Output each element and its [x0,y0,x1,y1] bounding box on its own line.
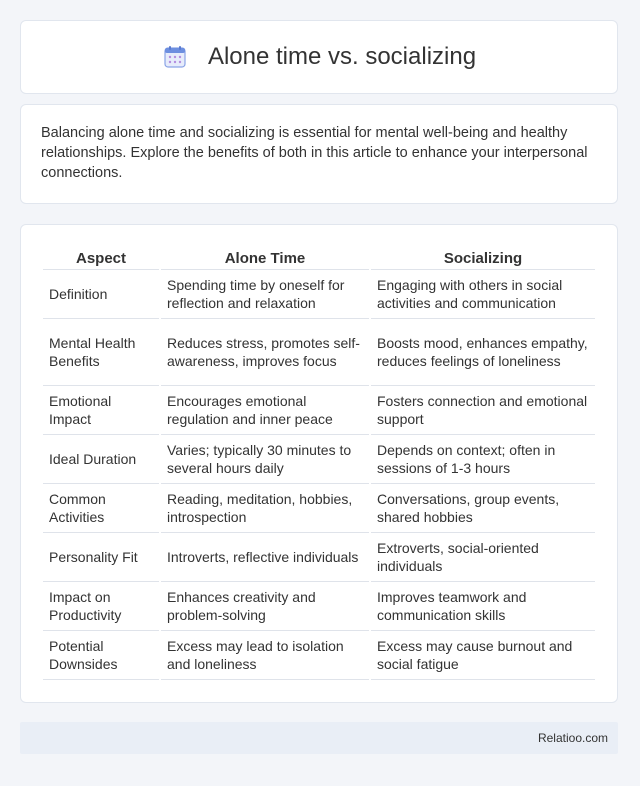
alone-time-cell: Reading, meditation, hobbies, introspection [161,484,369,533]
page-title: Alone time vs. socializing [207,43,477,70]
comparison-table [41,243,597,680]
socializing-cell: Engaging with others in social activities and communication [371,270,595,319]
table-row [43,435,595,484]
aspect-cell: Personality Fit [43,533,159,582]
alone-time-cell: Encourages emotional regulation and inner peace [161,386,369,435]
intro-card [20,104,618,204]
column-header-socializing: Socializing [371,243,595,270]
table-row [43,386,595,435]
aspect-cell: Potential Downsides [43,631,159,680]
table-row [43,631,595,680]
table-row [43,582,595,631]
aspect-cell: Common Activities [43,484,159,533]
table-row [43,270,595,319]
socializing-cell: Conversations, group events, shared hobbies [371,484,595,533]
table-row [43,319,595,386]
table-header-row [43,243,595,270]
footer-site-name: Relatioo.com [537,731,608,745]
alone-time-cell: Enhances creativity and problem-solving [161,582,369,631]
table-row [43,533,595,582]
socializing-cell: Boosts mood, enhances empathy, reduces feelings of loneliness [371,319,595,386]
calendar-icon [162,44,188,70]
column-header-aspect: Aspect [43,243,159,270]
aspect-cell: Definition [43,270,159,319]
alone-time-cell: Varies; typically 30 minutes to several hours daily [161,435,369,484]
aspect-cell: Ideal Duration [43,435,159,484]
socializing-cell: Depends on context; often in sessions of 1-3 hours [371,435,595,484]
column-header-alone-time: Alone Time [161,243,369,270]
alone-time-cell: Reduces stress, promotes self-awareness, improves focus [161,319,369,386]
alone-time-cell: Excess may lead to isolation and loneliness [161,631,369,680]
socializing-cell: Fosters connection and emotional support [371,386,595,435]
socializing-cell: Extroverts, social-oriented individuals [371,533,595,582]
aspect-cell: Mental Health Benefits [43,319,159,386]
alone-time-cell: Spending time by oneself for reflection and relaxation [161,270,369,319]
socializing-cell: Excess may cause burnout and social fatigue [371,631,595,680]
alone-time-cell: Introverts, reflective individuals [161,533,369,582]
intro-text: Balancing alone time and socializing is essential for mental well-being and healthy relationships. Explore the benefits of both in this article to enhance your interpersonal connections. [41,125,588,181]
comparison-table-card [20,224,618,703]
footer [20,722,618,754]
socializing-cell: Improves teamwork and communication skills [371,582,595,631]
aspect-cell: Emotional Impact [43,386,159,435]
aspect-cell: Impact on Productivity [43,582,159,631]
title-card [20,20,618,94]
table-row [43,484,595,533]
